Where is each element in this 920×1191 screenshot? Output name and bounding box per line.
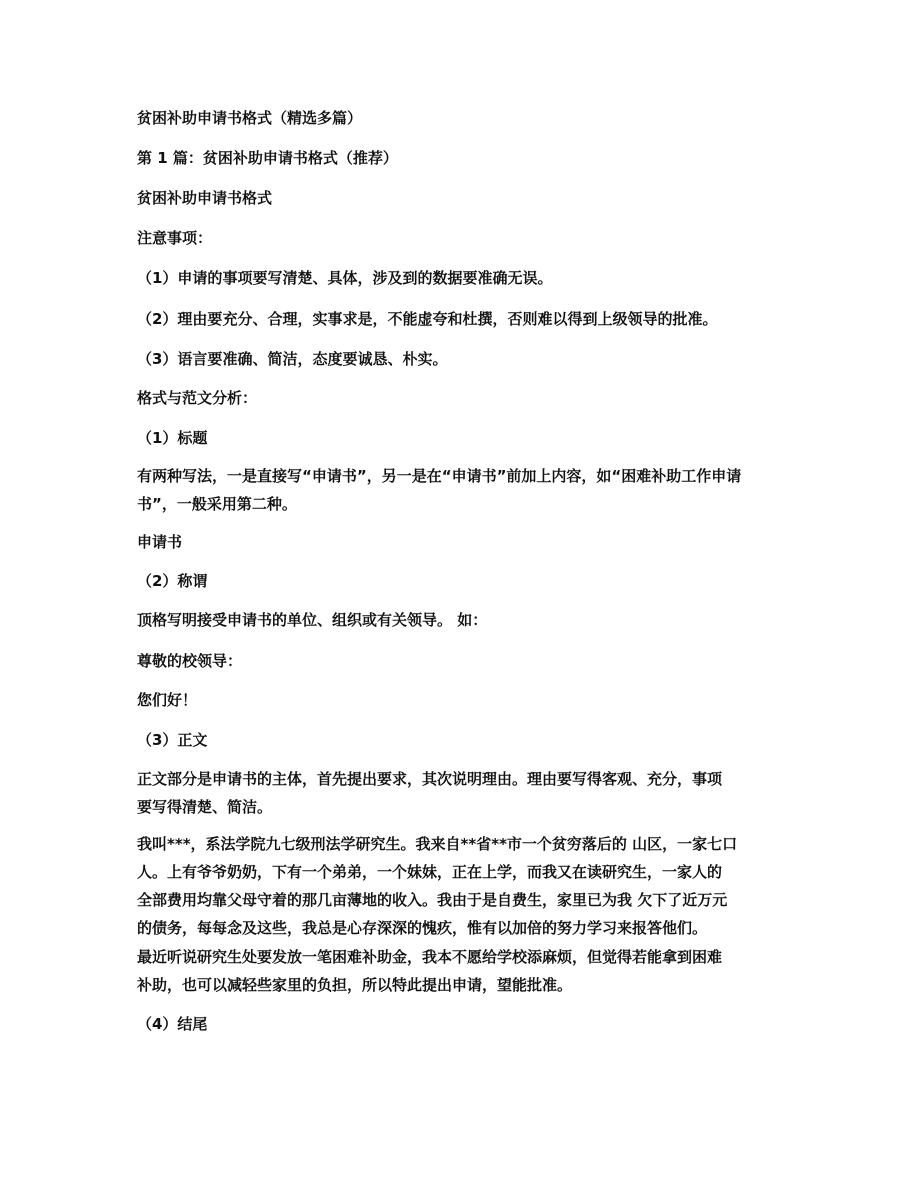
greeting-example: 您们好！ (137, 691, 198, 709)
note-item: （3）语言要准确、简洁，态度要诚恳、朴实。 (137, 350, 448, 368)
paragraph-line: 书”，一般采用第二种。 (137, 495, 297, 513)
section-heading-body: （3）正文 (137, 731, 208, 749)
section-salutation-body: 顶格写明接受申请书的单位、组织或有关领导。 如： (137, 611, 488, 629)
paragraph-line: 最近听说研究生处要发放一笔困难补助金，我本不愿给学校添麻烦，但觉得若能拿到困难 (137, 948, 723, 966)
section-title-body (137, 462, 787, 518)
paragraph-line: 全部费用均靠父母守着的那几亩薄地的收入。我由于是自费生，家里已为我 欠下了近万元 (137, 891, 728, 909)
paragraph-line: 我叫***，系法学院九七级刑法学研究生。我来自**省**市一个贫穷落后的 山区，一家七口 (137, 835, 738, 853)
salutation-example: 尊敬的校领导： (137, 652, 243, 670)
paragraph-line: 要写得清楚、简洁。 (137, 798, 273, 816)
paragraph-line: 的债务，每每念及这些，我总是心存深深的愧疚，惟有以加倍的努力学习来报答他们。 (137, 919, 708, 937)
document-subtitle: 贫困补助申请书格式 (137, 189, 273, 207)
section-title-example: 申请书 (137, 533, 183, 551)
section-heading-closing: （4）结尾 (137, 1015, 208, 1033)
chapter-heading: 第 1 篇：贫困补助申请书格式（推荐） (137, 149, 398, 167)
paragraph-line: 补助，也可以减轻些家里的负担，所以特此提出申请，望能批准。 (137, 976, 573, 994)
paragraph-line: 有两种写法，一是直接写“申请书”，另一是在“申请书”前加上内容，如“困难补助工作申请 (137, 467, 742, 485)
format-heading: 格式与范文分析： (137, 389, 258, 407)
notes-heading: 注意事项： (137, 229, 213, 247)
paragraph-line: 人。上有爷爷奶奶，下有一个弟弟，一个妹妹，正在上学，而我又在读研究生，一家人的 (137, 863, 723, 881)
section-heading-salutation: （2）称谓 (137, 572, 208, 590)
document-title: 贫困补助申请书格式（精选多篇） (137, 109, 363, 127)
body-example-paragraph (137, 830, 787, 942)
note-item: （2）理由要充分、合理，实事求是，不能虚夸和杜撰，否则难以得到上级领导的批准。 (137, 310, 718, 328)
section-heading-title: （1）标题 (137, 429, 208, 447)
body-example-paragraph (137, 943, 787, 999)
note-item: （1）申请的事项要写清楚、具体，涉及到的数据要准确无误。 (137, 269, 553, 287)
section-body-description (137, 765, 787, 821)
paragraph-line: 正文部分是申请书的主体，首先提出要求，其次说明理由。理由要写得客观、充分，事项 (137, 770, 723, 788)
